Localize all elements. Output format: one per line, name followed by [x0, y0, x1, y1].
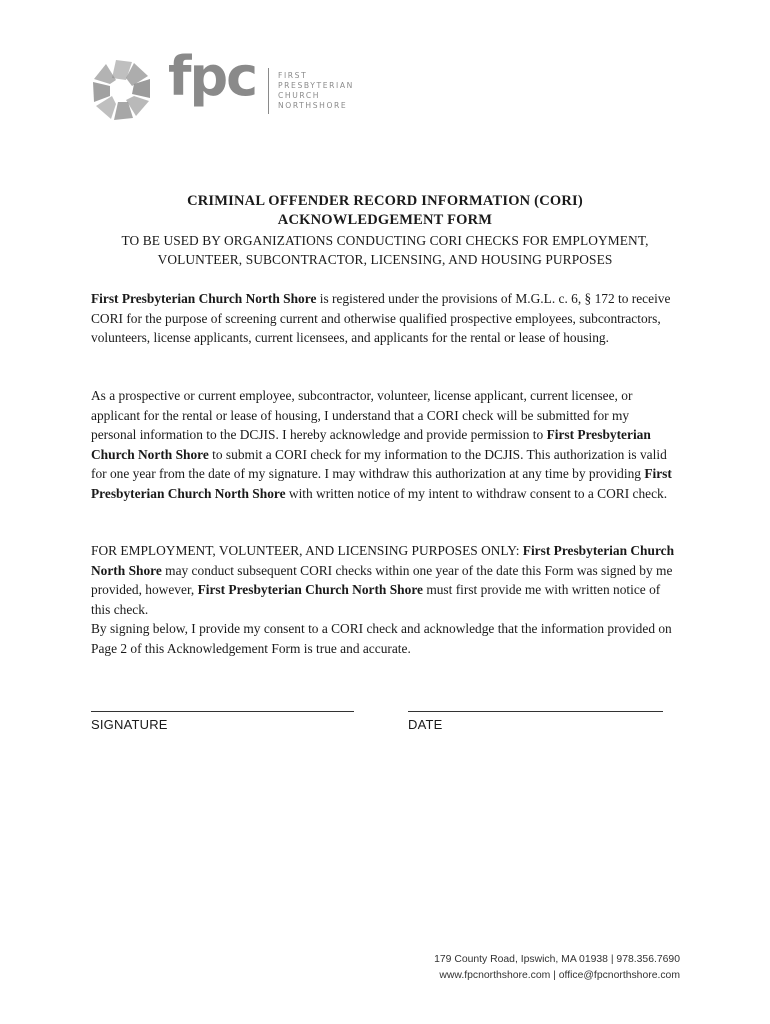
paragraph-registration [91, 289, 676, 348]
date-field[interactable] [408, 711, 663, 712]
org-name: First Presbyterian Church North Shore [91, 466, 672, 501]
document-title-line2: ACKNOWLEDGEMENT FORM [277, 212, 493, 228]
org-name: First Presbyterian Church North Shore [197, 582, 423, 597]
document-title: CRIMINAL OFFENDER RECORD INFORMATION (CORI) [187, 193, 583, 209]
aperture-icon [90, 56, 154, 124]
paragraph-text: FOR EMPLOYMENT, VOLUNTEER, AND LICENSING PURPOSES ONLY: [91, 543, 523, 558]
logo-line: CHURCH [278, 91, 321, 100]
paragraph-text: As a prospective or current employee, subcontractor, volunteer, license applicant, current licensee, or applicant for the rental or lease of housing, I understand that a CORI check will be submitted for my personal information to the DCJIS. I hereby acknowledge and provide permission to [91, 388, 633, 442]
org-name: First Presbyterian Church North Shore [91, 291, 317, 306]
paragraph-authorization [91, 386, 676, 503]
signature-field[interactable] [91, 711, 354, 712]
date-label: DATE [408, 717, 443, 732]
logo-wordmark: fpc [168, 45, 257, 108]
logo-text [278, 71, 354, 111]
footer-contact: www.fpcnorthshore.com | office@fpcnorthshore.com [439, 970, 680, 981]
paragraph-text: may conduct subsequent CORI checks within one year of the date this Form was signed by me provided, however, [91, 562, 673, 597]
footer-address: 179 County Road, Ipswich, MA 01938 | 978.356.7690 [434, 954, 680, 965]
logo-line: FIRST [278, 71, 308, 80]
logo-line: PRESBYTERIAN [278, 81, 354, 90]
signature-label: SIGNATURE [91, 717, 168, 732]
logo-divider [268, 68, 269, 114]
document-subtitle-line2: VOLUNTEER, SUBCONTRACTOR, LICENSING, AND HOUSING PURPOSES [157, 252, 613, 267]
paragraph-text: to submit a CORI check for my information to the DCJIS. This authorization is valid for one year from the date of my signature. I may withdraw this authorization at any time by providing [91, 446, 667, 481]
org-name: First Presbyterian Church North Shore [91, 427, 651, 462]
document-subtitle: TO BE USED BY ORGANIZATIONS CONDUCTING CORI CHECKS FOR EMPLOYMENT, [121, 233, 649, 248]
paragraph-text: must first provide me with written notice of this check. [91, 582, 661, 617]
paragraph-consent: By signing below, I provide my consent to a CORI check and acknowledge that the information provided on Page 2 of this Acknowledgement Form is true and accurate. [91, 621, 672, 656]
org-name: First Presbyterian Church North Shore [91, 543, 675, 578]
paragraph-subsequent-checks [91, 541, 676, 619]
paragraph-text: with written notice of my intent to withdraw consent to a CORI check. [285, 485, 668, 501]
logo-line: NORTHSHORE [278, 101, 348, 110]
paragraph-text: is registered under the provisions of M.G.L. c. 6, § 172 to receive CORI for the purpose of screening current and otherwise qualified prospective employees, subcontractors, volunteers, license applicants, current licensees, and applicants for the rental or lease of housing. [91, 291, 671, 345]
